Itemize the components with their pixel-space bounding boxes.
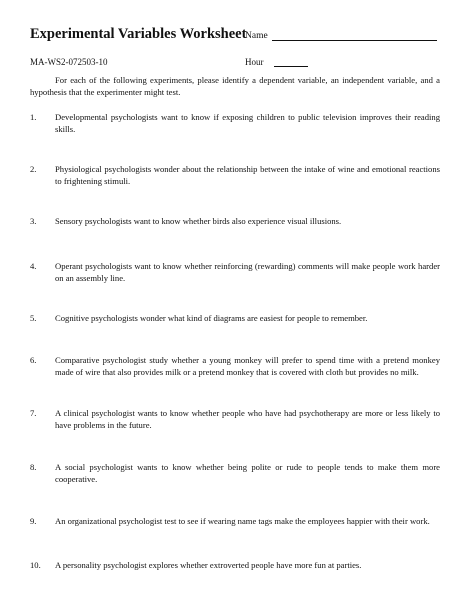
hour-label: Hour [245, 57, 264, 67]
question-text: A social psychologist wants to know whether being polite or rude to people tends to make them more cooperative. [55, 462, 440, 484]
question-item [30, 216, 440, 228]
question-number: 9. [30, 516, 37, 526]
question-text: Physiological psychologists wonder about the relationship between the intake of wine and emotional reactions to frightening stimuli. [55, 164, 440, 186]
question-number: 10. [30, 560, 41, 570]
question-text: Sensory psychologists want to know whether birds also experience visual illusions. [55, 216, 342, 226]
question-number: 3. [30, 216, 37, 226]
hour-field-line [274, 66, 308, 67]
question-text: Cognitive psychologists wonder what kind of diagrams are easiest for people to remember. [55, 313, 368, 323]
question-item [30, 408, 440, 431]
question-text: A clinical psychologist wants to know whether people who have had psychotherapy are more or less likely to have problems in the future. [55, 408, 440, 430]
question-text: Operant psychologists want to know whether reinforcing (rewarding) comments will make people work harder on an assembly line. [55, 261, 440, 283]
instructions-paragraph: For each of the following experiments, please identify a dependent variable, an independent variable, and a hypothesis that the experimenter might test. [30, 75, 440, 97]
question-number: 8. [30, 462, 37, 472]
question-item [30, 560, 440, 572]
question-item [30, 355, 440, 378]
question-item [30, 112, 440, 135]
question-number: 1. [30, 112, 37, 122]
name-field-line [272, 40, 437, 41]
question-text: A personality psychologist explores whether extroverted people have more fun at parties. [55, 560, 362, 570]
question-number: 5. [30, 313, 37, 323]
question-number: 7. [30, 408, 37, 418]
worksheet-code: MA-WS2-072503-10 [30, 57, 108, 67]
question-number: 4. [30, 261, 37, 271]
question-number: 2. [30, 164, 37, 174]
question-item [30, 164, 440, 187]
worksheet-title: Experimental Variables Worksheet [30, 26, 247, 42]
question-item [30, 516, 440, 528]
question-text: An organizational psychologist test to see if wearing name tags make the employees happier with their work. [55, 516, 430, 526]
question-number: 6. [30, 355, 37, 365]
question-text: Comparative psychologist study whether a young monkey will prefer to spend time with a pretend monkey made of wire that also provides milk or a pretend monkey that is covered with cloth but provides no milk. [55, 355, 440, 377]
question-item [30, 261, 440, 284]
name-label: Name [245, 31, 268, 41]
question-item [30, 462, 440, 485]
question-text: Developmental psychologists want to know if exposing children to public television improves their reading skills. [55, 112, 440, 134]
question-item [30, 313, 440, 325]
